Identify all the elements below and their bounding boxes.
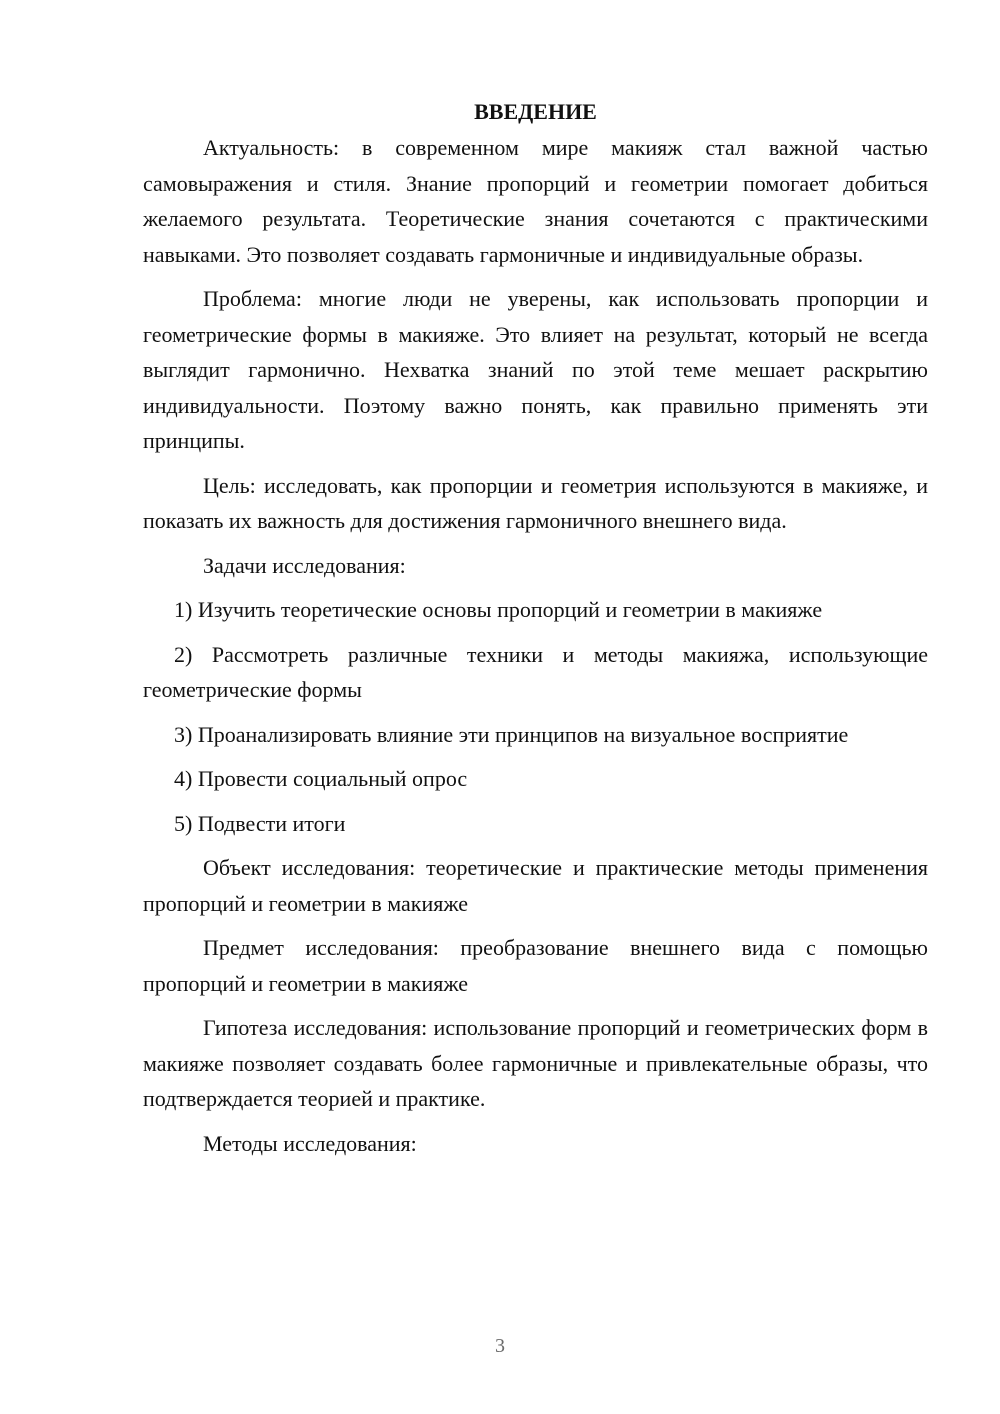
task-item-2: 2) Рассмотреть различные техники и методы макияжа, использующие геометрические формы <box>143 641 928 702</box>
tasks-heading: Задачи исследования: <box>203 552 406 578</box>
paragraph-problem: Проблема: многие люди не уверены, как использовать пропорции и геометрические формы в макияже. Это влияет на результат, который не всегда выглядит гармонично. Нехватка знаний по этой теме мешает раскрытию индивидуальности. Поэтому важно понять, как правильно применять эти принципы. <box>143 286 928 453</box>
task-item-1: 1) Изучить теоретические основы пропорций и геометрии в макияже <box>174 597 823 622</box>
paragraph-subject: Предмет исследования: преобразование внешнего вида с помощью пропорций и геометрии в макияже <box>143 935 928 996</box>
paragraph-relevance: Актуальность: в современном мире макияж стал важной частью самовыражения и стиля. Знание пропорций и геометрии помогает добиться желаемого результата. Теоретические знания сочетаются с практическими навыками. Это позволяет создавать гармоничные и индивидуальные образы. <box>143 135 928 267</box>
methods-heading: Методы исследования: <box>203 1130 417 1156</box>
task-item-3: 3) Проанализировать влияние эти принципов на визуальное восприятие <box>174 721 849 747</box>
paragraph-object: Объект исследования: теоретические и практические методы применения пропорций и геометрии в макияже <box>143 855 928 916</box>
section-title: ВВЕДЕНИЕ <box>474 99 597 124</box>
document-page <box>143 94 928 1170</box>
page-number: 3 <box>495 1335 505 1357</box>
paragraph-hypothesis: Гипотеза исследования: использование пропорций и геометрических форм в макияже позволяет создавать более гармоничные и привлекательные образы, что подтверждается теорией и практике. <box>143 1015 928 1111</box>
task-item-5: 5) Подвести итоги <box>174 810 346 836</box>
task-item-4: 4) Провести социальный опрос <box>174 766 468 791</box>
paragraph-goal: Цель: исследовать, как пропорции и геометрия используются в макияже, и показать их важность для достижения гармоничного внешнего вида. <box>143 472 928 533</box>
